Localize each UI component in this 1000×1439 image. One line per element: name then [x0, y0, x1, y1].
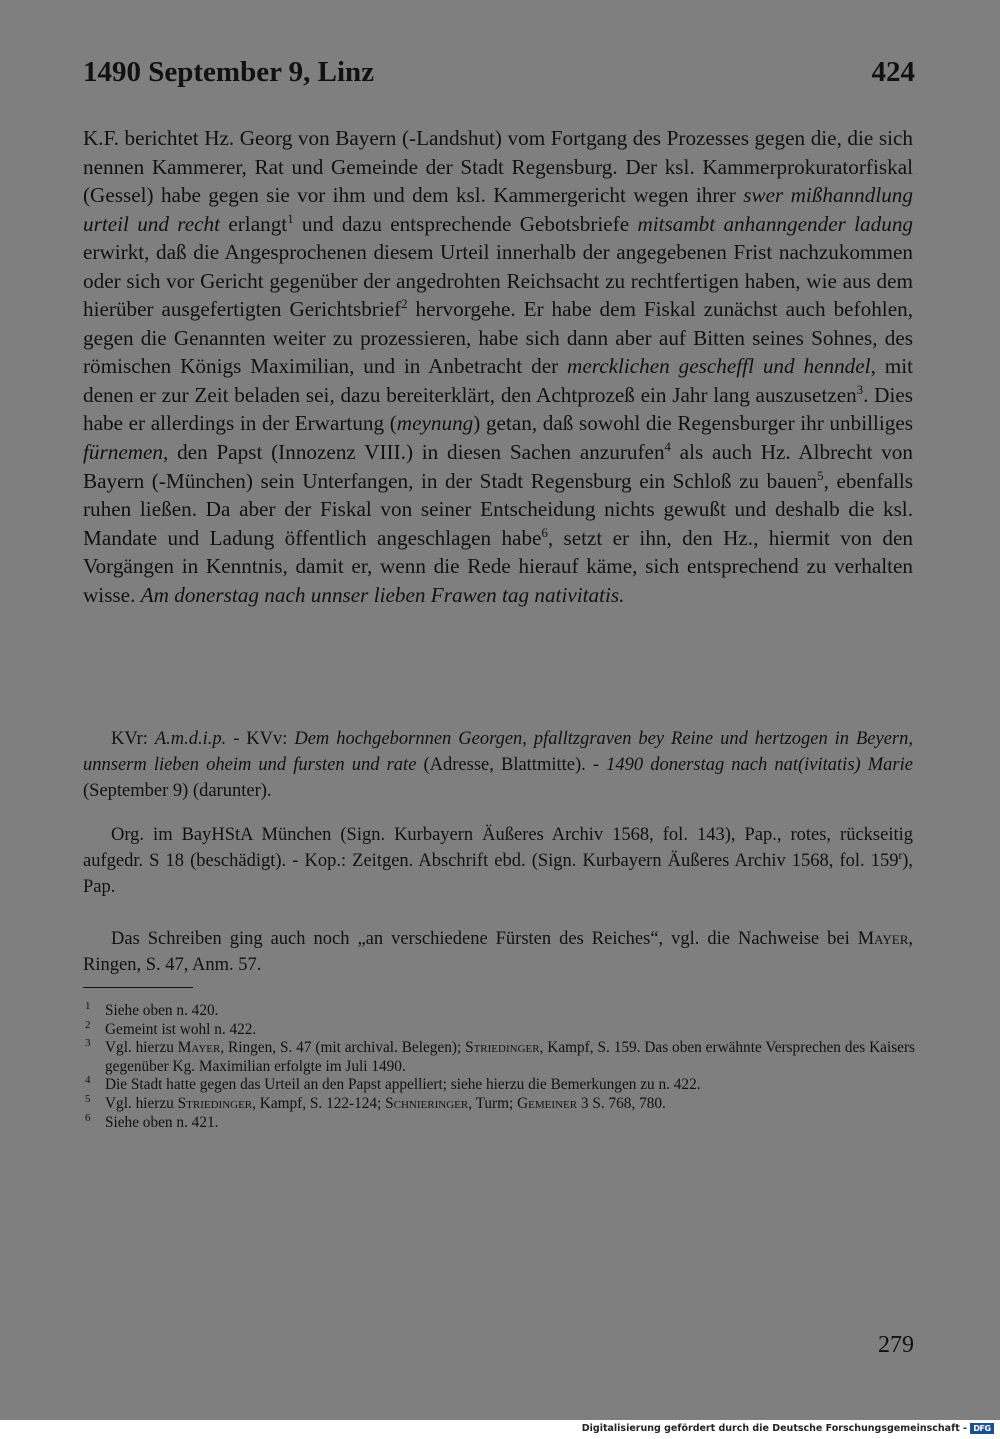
footnote-item: 1 Siehe oben n. 420. — [83, 1002, 915, 1021]
footnotes — [83, 1002, 915, 1132]
footnote-ref[interactable]: 3 — [856, 382, 864, 397]
footnote-number: 1 — [85, 1000, 91, 1012]
footnote-number: 4 — [85, 1074, 91, 1087]
regest-text — [83, 124, 913, 609]
footnote-item: 5 Vgl. hierzu Striedinger, Kampf, S. 122-124; Schnieringer, Turm; Gemeiner 3 S. 768, 780. — [83, 1095, 915, 1114]
footnote-item: 6 Siehe oben n. 421. — [83, 1114, 915, 1133]
dfg-logo-icon[interactable]: DFG — [970, 1423, 994, 1434]
footnote-ref[interactable]: 1 — [287, 211, 294, 226]
footnote-number: 2 — [85, 1018, 91, 1031]
footnote-item: 4 Die Stadt hatte gegen das Urteil an den Papst appelliert; siehe hierzu die Bemerkungen zu n. 422. — [83, 1076, 915, 1095]
footnote-number: 5 — [85, 1092, 91, 1105]
footnote-ref[interactable]: 6 — [541, 525, 548, 540]
footnote-ref[interactable]: 5 — [817, 468, 824, 483]
regest-paragraph: K.F. berichtet Hz. Georg von Bayern (-Landshut) vom Fortgang des Prozesses gegen die, die sich nennen Kammerer, Rat und Gemeinde der Stadt Regensburg. Der ksl. Kammerprokuratorfiskal (Gessel) habe gegen sie vor ihm und dem ksl. Kammergericht wegen ihrer swer mißhanndlung urteil und recht erlangt$^1$ und dazu entsprechende Gebotsbriefe mitsambt anhanngender ladung erwirkt, daß die Angesprochenen diesem Urteil innerhalb der angegebenen Frist nachzukommen oder sich vor Gericht gegenüber der angedrohten Reichsacht zu rechtfertigen haben, wie aus dem hierüber ausgefertigten Gerichtsbrief$^2$ hervorgehe. Er habe dem Fiskal zunächst auch befohlen, gegen die Genannten weiter zu prozessieren, habe sich dann aber auf Bitten seines Sohnes, des römischen Königs Maximilian, und in Anbetracht der mercklichen gescheffl und henndel, mit denen er zur Zeit beladen sei, dazu bereiterklärt, den Achtprozeß ein Jahr lang auszusetzen$^3$. Dies habe er allerdings in der Erwartung (meynung) getan, daß sowohl die Regensburger ihr unbilliges fürnemen, den Papst (Innozenz VIII.) in diesen Sachen anzurufen$^4$ als auch Hz. Albrecht von Bayern (-München) sein Unterfangen, in der Stadt Regensburg ein Schloß zu bauen$^5$, ebenfalls ruhen ließen. Da aber der Fiskal von seiner Entscheidung nichts gewußt und deshalb die ksl. Mandate und Ladung öffentlich angeschlagen habe$^6$, setzt er ihn, den Hz., hiermit von den Vorgängen in Kenntnis, damit er, wenn die Rede hierauf käme, sich entsprechend zu verhalten wisse. Am donerstag nach unnser lieben Frawen tag nativitatis. — [83, 126, 914, 607]
document-date-place: 1490 September 9, Linz — [83, 56, 375, 88]
remark-note: Das Schreiben ging auch noch „an verschiedene Fürsten des Reiches“, vgl. die Nachweise bei Mayer, Ringen, S. 47, Anm. 57. — [83, 929, 913, 976]
footnote-ref[interactable]: 4 — [664, 439, 671, 454]
footnote-ref[interactable]: 2 — [401, 297, 408, 312]
endorsement-note: KVr: A.m.d.i.p. - KVv: Dem hochgebornnen Georgen, pfalltzgraven bey Reine und hertzogen in Beyern, unnserm lieben oheim und fursten und rate (Adresse, Blattmitte). - 1490 donerstag nach nat(ivitatis) Marie (September 9) (darunter). — [83, 729, 913, 802]
footnote-divider — [83, 987, 193, 988]
credit-text: Digitalisierung gefördert durch die Deutsche Forschungsgemeinschaft - — [581, 1423, 967, 1434]
footnote-item: 2 Gemeint ist wohl n. 422. — [83, 1021, 915, 1040]
footnote-number: 6 — [85, 1111, 91, 1124]
footnote-number: 3 — [85, 1037, 91, 1050]
footnote-item: 3 Vgl. hierzu Mayer, Ringen, S. 47 (mit archival. Belegen); Striedinger, Kampf, S. 159. Das oben erwähnte Versprechen des Kaisers gegenüber Kg. Maximilian erfolgte im Juli 1490. — [83, 1039, 915, 1076]
funding-credit — [582, 1423, 994, 1434]
source-note: Org. im BayHStA München (Sign. Kurbayern Äußeres Archiv 1568, fol. 143), Pap., rotes, rückseitig aufgedr. S 18 (beschädigt). - Kop.: Zeitgen. Abschrift ebd. (Sign. Kurbayern Äußeres Archiv 1568, fol. 159$^r$), Pap. — [83, 825, 913, 898]
page-number: 279 — [878, 1332, 914, 1358]
document-number: 424 — [871, 56, 915, 88]
